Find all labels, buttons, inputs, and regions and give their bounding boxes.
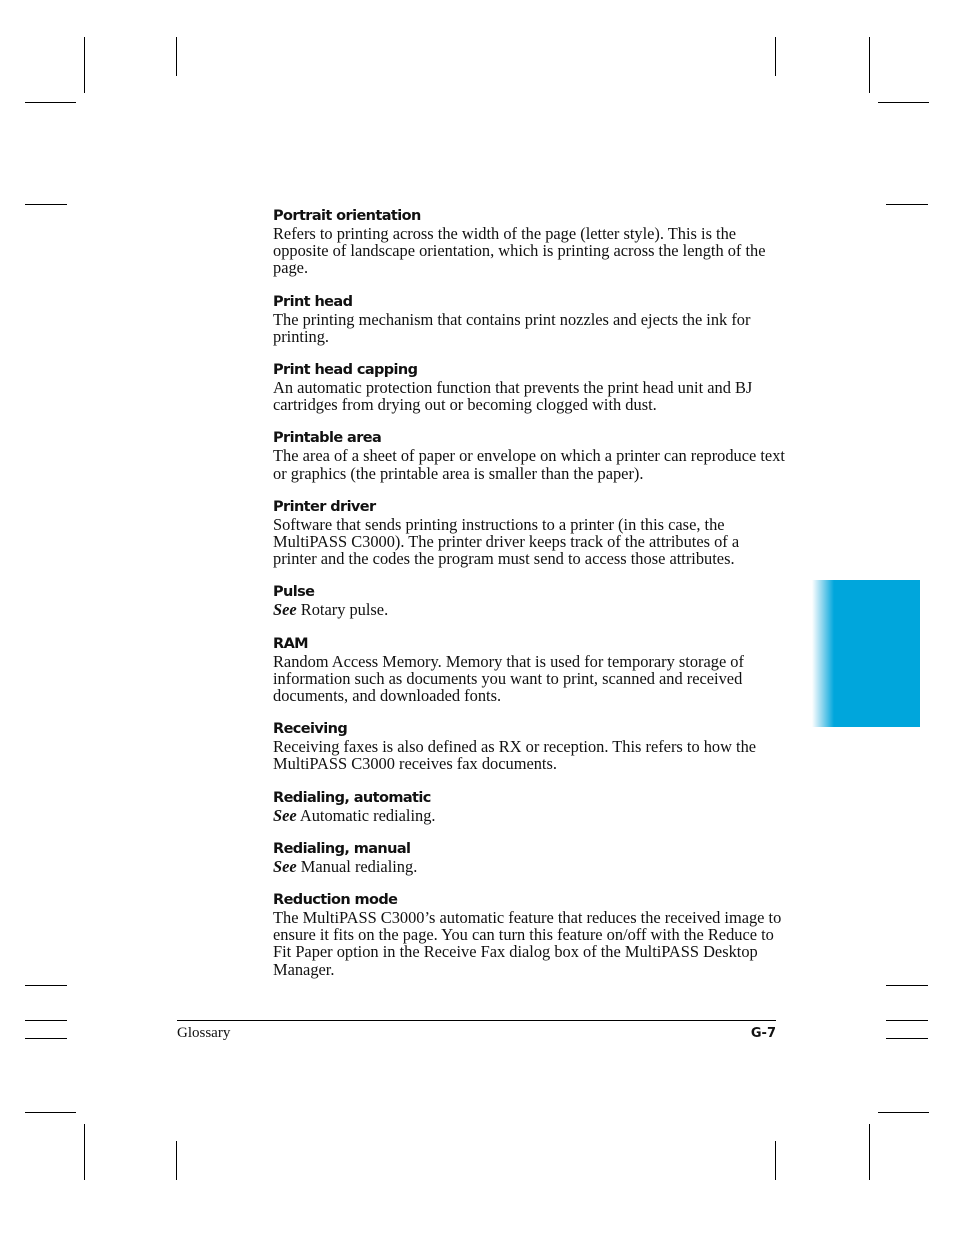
glossary-definition	[273, 225, 785, 277]
definition-text: Rotary pulse.	[300, 600, 389, 620]
definition-text: Refers to printing across the width of the page (letter style). This is the opposite of landscape orientation, which is printing across the length of the page.	[273, 224, 766, 278]
glossary-term: Print head	[273, 293, 353, 310]
glossary-entry	[273, 430, 785, 481]
crop-mark	[878, 1112, 929, 1113]
glossary-term: RAM	[273, 635, 309, 652]
glossary-definition	[273, 653, 785, 705]
crop-mark	[84, 37, 85, 93]
crop-mark	[869, 37, 870, 93]
glossary-entry	[273, 892, 785, 978]
glossary-term: Redialing, manual	[273, 840, 411, 857]
glossary-entry	[273, 721, 785, 772]
glossary-entry	[273, 790, 785, 824]
glossary-entry	[273, 208, 785, 277]
glossary-entry	[273, 584, 785, 618]
glossary-entry	[273, 294, 785, 345]
definition-text: Random Access Memory. Memory that is used for temporary storage of information such as documents you want to print, scanned and received documents, and downloaded fonts.	[273, 651, 744, 706]
definition-text: Receiving faxes is also defined as RX or reception. This refers to how the MultiPASS C3000 receives fax documents.	[273, 737, 757, 774]
crop-mark	[886, 1038, 928, 1039]
glossary-definition	[273, 738, 785, 772]
glossary-entry	[273, 841, 785, 875]
glossary-definition	[273, 447, 785, 481]
glossary-entry	[273, 636, 785, 705]
crop-mark	[878, 102, 929, 103]
footer-rule	[177, 1020, 776, 1021]
crop-mark	[886, 204, 928, 205]
glossary-definition	[273, 601, 785, 618]
glossary-definition	[273, 379, 785, 413]
crop-mark	[25, 1020, 67, 1021]
see-reference: See	[273, 805, 297, 825]
definition-text: An automatic protection function that prevents the print head unit and BJ cartridges from drying out or becoming clogged with dust.	[273, 378, 753, 415]
definition-text: Software that sends printing instructions to a printer (in this case, the MultiPASS C3000). The printer driver keeps track of the attributes of a printer and the codes the program must send to access those attributes.	[273, 514, 740, 569]
crop-mark	[25, 985, 67, 986]
definition-text: The printing mechanism that contains print nozzles and ejects the ink for printing.	[273, 309, 751, 346]
footer-section-title: Glossary	[177, 1025, 231, 1041]
crop-mark	[775, 1141, 776, 1180]
crop-mark	[886, 985, 928, 986]
glossary-entry	[273, 362, 785, 413]
glossary-definition	[273, 516, 785, 568]
definition-text: Automatic redialing.	[299, 805, 436, 825]
see-reference: See	[273, 600, 297, 620]
glossary-term: Printable area	[273, 430, 382, 447]
page-number: G-7	[750, 1026, 776, 1041]
crop-mark	[25, 1038, 67, 1039]
glossary-term: Pulse	[273, 584, 315, 601]
chapter-thumb-tab	[812, 580, 920, 727]
crop-mark	[84, 1124, 85, 1180]
see-reference: See	[273, 856, 297, 876]
crop-mark	[775, 37, 776, 76]
crop-mark	[25, 102, 76, 103]
definition-text: The MultiPASS C3000’s automatic feature that reduces the received image to ensure it fits on the page. You can turn this feature on/off with the Reduce to Fit Paper option in the Receive Fax dialog box of the MultiPASS Desktop Manager.	[273, 908, 782, 979]
definition-text: Manual redialing.	[300, 856, 418, 876]
crop-mark	[25, 204, 67, 205]
glossary-term: Receiving	[273, 721, 348, 738]
crop-mark	[869, 1124, 870, 1180]
glossary-list	[273, 208, 785, 995]
definition-text: The area of a sheet of paper or envelope on which a printer can reproduce text or graphics (the printable area is smaller than the paper).	[273, 446, 785, 483]
crop-mark	[176, 1141, 177, 1180]
crop-mark	[176, 37, 177, 76]
glossary-definition	[273, 858, 785, 875]
glossary-term: Portrait orientation	[273, 208, 421, 224]
glossary-term: Printer driver	[273, 498, 376, 515]
glossary-term: Print head capping	[273, 362, 418, 379]
glossary-entry	[273, 499, 785, 568]
crop-mark	[25, 1112, 76, 1113]
crop-mark	[886, 1020, 928, 1021]
glossary-definition	[273, 909, 785, 978]
glossary-definition	[273, 311, 785, 345]
glossary-term: Redialing, automatic	[273, 789, 431, 806]
glossary-definition	[273, 807, 785, 824]
glossary-term: Reduction mode	[273, 892, 398, 909]
